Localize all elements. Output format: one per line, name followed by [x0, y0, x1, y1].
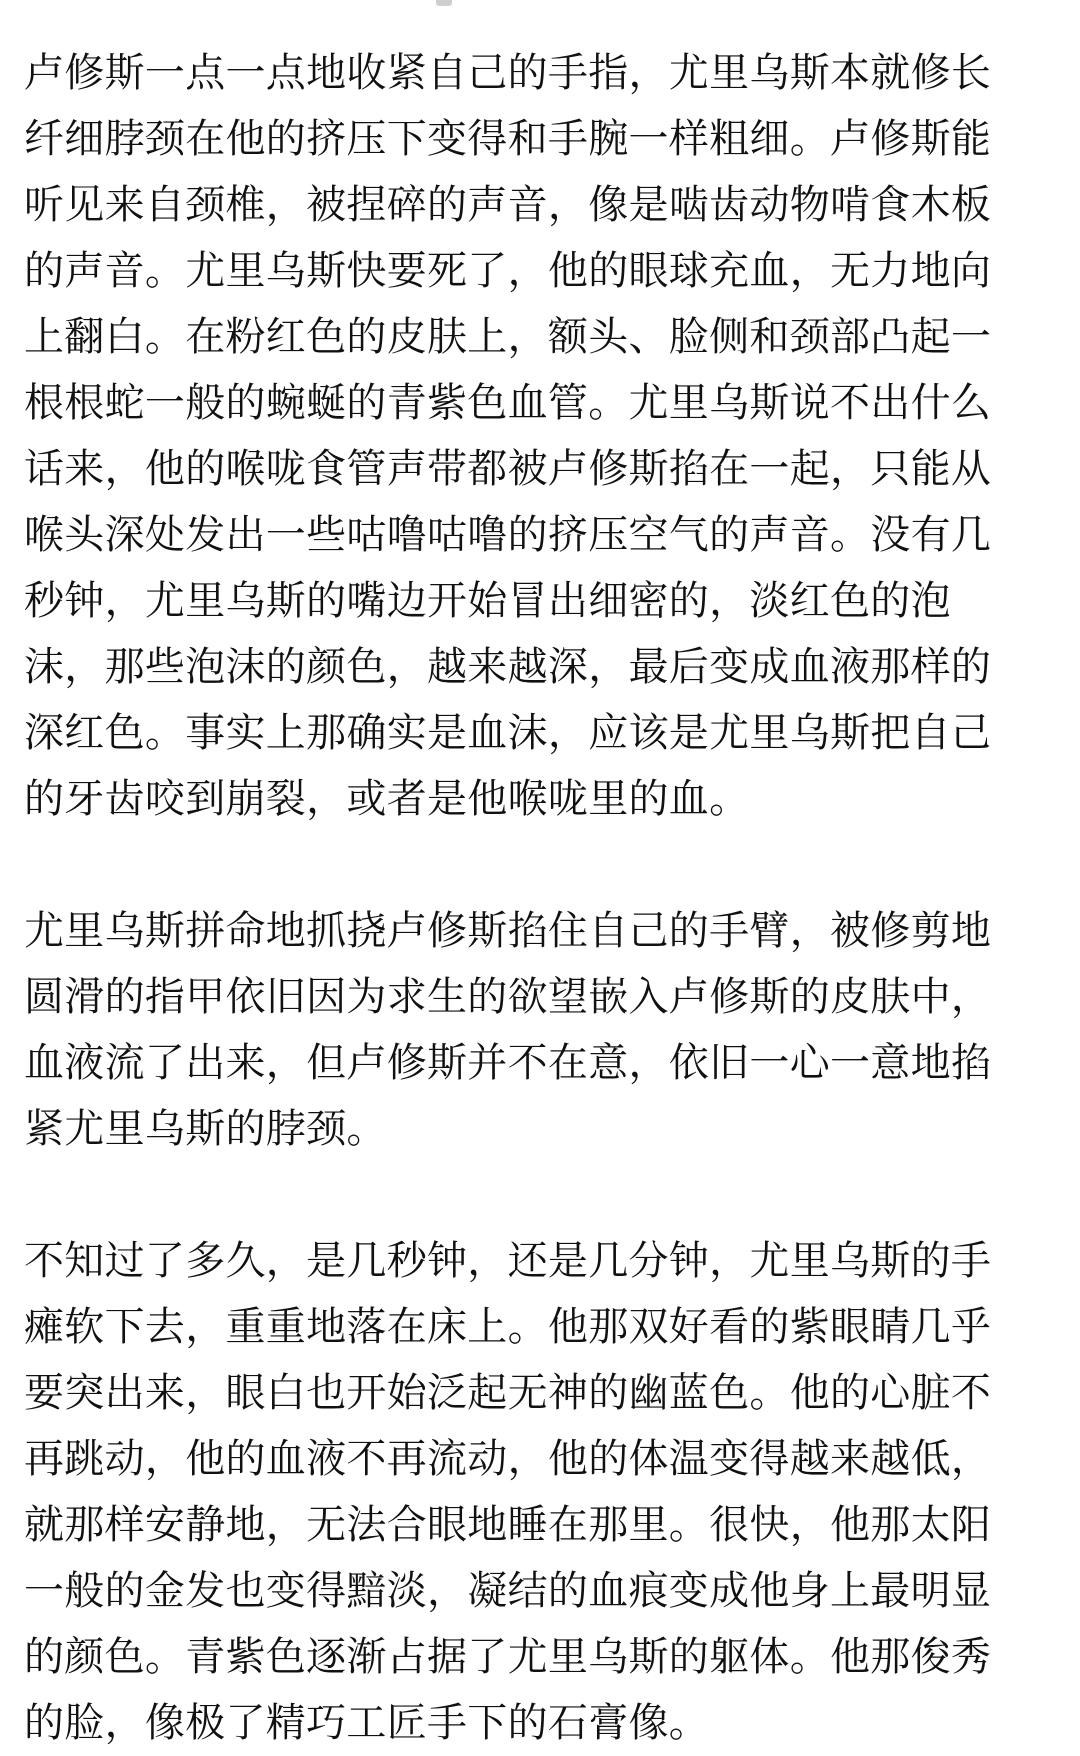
text-line: 尤里乌斯拼命地抓挠卢修斯掐住自己的手臂，被修剪地 [24, 908, 992, 954]
paragraph-gap [24, 832, 1060, 898]
text-line: 的牙齿咬到崩裂，或者是他喉咙里的血。 [24, 776, 750, 822]
text-line: 秒钟，尤里乌斯的嘴边开始冒出细密的，淡红色的泡 [24, 578, 951, 624]
text-line: 圆滑的指甲依旧因为求生的欲望嵌入卢修斯的皮肤中， [24, 974, 992, 1020]
text-line: 的颜色。青紫色逐渐占据了尤里乌斯的躯体。他那俊秀 [24, 1634, 992, 1680]
text-line: 喉头深处发出一些咕噜咕噜的挤压空气的声音。没有几 [24, 512, 992, 558]
paragraph-1 [24, 40, 1060, 832]
text-line: 瘫软下去，重重地落在床上。他那双好看的紫眼睛几乎 [24, 1304, 992, 1350]
text-line: 深红色。事实上那确实是血沫，应该是尤里乌斯把自己 [24, 710, 992, 756]
text-line: 的脸，像极了精巧工匠手下的石膏像。 [24, 1700, 710, 1746]
text-line: 沫，那些泡沫的颜色，越来越深，最后变成血液那样的 [24, 644, 992, 690]
paragraph-gap [24, 1162, 1060, 1228]
article-body [24, 40, 1060, 1756]
text-line: 血液流了出来，但卢修斯并不在意，依旧一心一意地掐 [24, 1040, 992, 1086]
text-line: 上翻白。在粉红色的皮肤上，额头、脸侧和颈部凸起一 [24, 314, 992, 360]
text-line: 就那样安静地，无法合眼地睡在那里。很快，他那太阳 [24, 1502, 992, 1548]
text-line: 纤细脖颈在他的挤压下变得和手腕一样粗细。卢修斯能 [24, 116, 992, 162]
text-line: 一般的金发也变得黯淡，凝结的血痕变成他身上最明显 [24, 1568, 992, 1614]
text-line: 根根蛇一般的蜿蜒的青紫色血管。尤里乌斯说不出什么 [24, 380, 992, 426]
text-line: 再跳动，他的血液不再流动，他的体温变得越来越低， [24, 1436, 992, 1482]
text-line: 不知过了多久，是几秒钟，还是几分钟，尤里乌斯的手 [24, 1238, 992, 1284]
text-line: 听见来自颈椎，被捏碎的声音，像是啮齿动物啃食木板 [24, 182, 992, 228]
paragraph-2 [24, 898, 1060, 1162]
text-line: 紧尤里乌斯的脖颈。 [24, 1106, 387, 1152]
text-line: 要突出来，眼白也开始泛起无神的幽蓝色。他的心脏不 [24, 1370, 992, 1416]
paragraph-3 [24, 1228, 1060, 1756]
text-line: 话来，他的喉咙食管声带都被卢修斯掐在一起，只能从 [24, 446, 992, 492]
cropped-top-edge [436, 0, 452, 6]
text-line: 卢修斯一点一点地收紧自己的手指，尤里乌斯本就修长 [24, 50, 992, 96]
text-line: 的声音。尤里乌斯快要死了，他的眼球充血，无力地向 [24, 248, 992, 294]
